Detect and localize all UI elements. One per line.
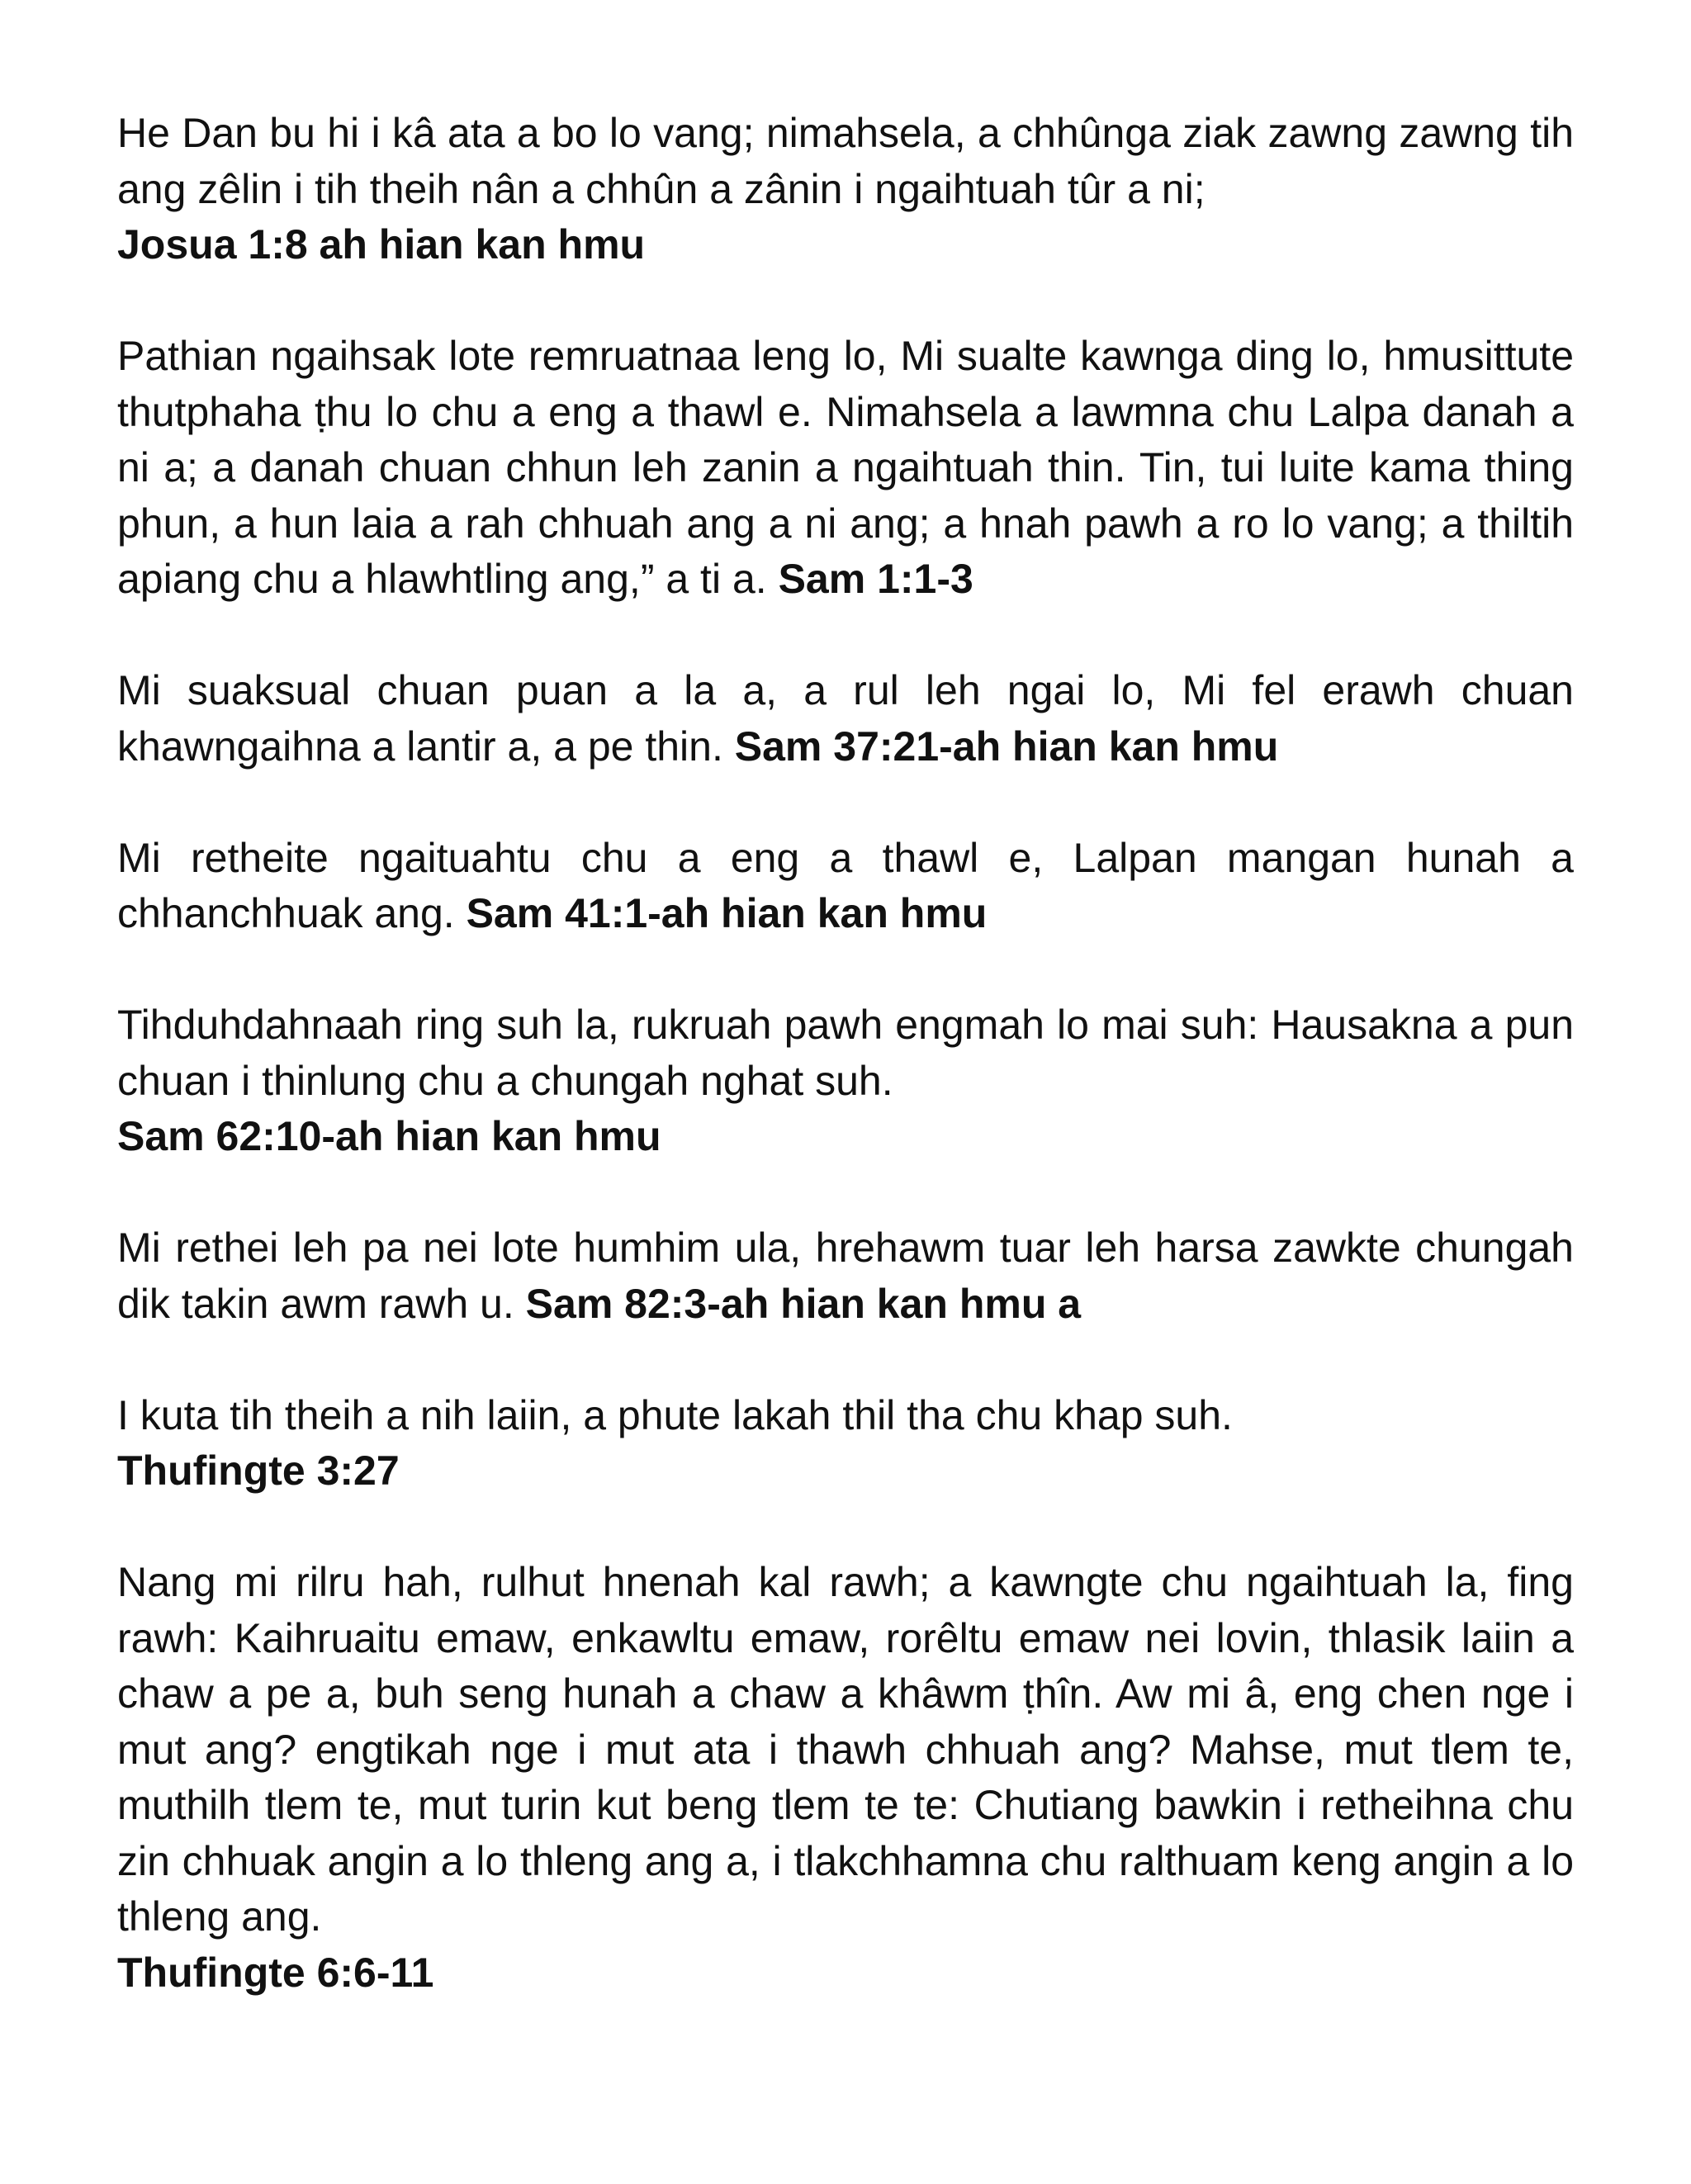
passage-thufingte-3-27 bbox=[117, 1388, 1574, 1499]
passage-sam-37-21 bbox=[117, 663, 1574, 775]
verse-text: Mi retheite ngaituahtu chu a eng a thawl e, Lalpan mangan hunah a chhanchhuak ang. bbox=[117, 834, 1574, 936]
verse-reference: Sam 1:1-3 bbox=[778, 556, 973, 602]
document-page bbox=[117, 106, 1574, 2001]
verse-reference: Josua 1:8 ah hian kan hmu bbox=[117, 221, 646, 268]
verse-reference: Sam 82:3-ah hian kan hmu a bbox=[525, 1280, 1082, 1327]
verse-text: Mi rethei leh pa nei lote humhim ula, hrehawm tuar leh harsa zawkte chungah dik takin awm rawh u. bbox=[117, 1225, 1574, 1327]
passage-sam-82-3 bbox=[117, 1220, 1574, 1332]
verse-text: He Dan bu hi i kâ ata a bo lo vang; nimahsela, a chhûnga ziak zawng zawng tih ang zêlin i tih theih nân a chhûn a zânin i ngaihtuah tûr a ni; bbox=[117, 110, 1574, 212]
verse-reference: Sam 62:10-ah hian kan hmu bbox=[117, 1113, 661, 1159]
verse-text: Mi suaksual chuan puan a la a, a rul leh ngai lo, Mi fel erawh chuan khawngaihna a lantir a, a pe thin. bbox=[117, 667, 1574, 770]
verse-text: I kuta tih theih a nih laiin, a phute lakah thil tha chu khap suh. bbox=[117, 1391, 1233, 1438]
verse-reference: Thufingte 6:6-11 bbox=[117, 1949, 434, 1996]
verse-text: Nang mi rilru hah, rulhut hnenah kal rawh; a kawngte chu ngaihtuah la, fing rawh: Kaihruaitu emaw, enkawltu emaw, rorêltu emaw nei lovin, thlasik laiin a chaw a pe a, buh seng hunah a chaw a khâwm ṭhîn. Aw mi â, eng chen nge i mut ang? engtikah nge i mut ata i thawh chhuah ang? Mahse, mut tlem te, muthilh tlem te, mut turin kut beng tlem te te: Chutiang bawkin i retheihna chu zin chhuak angin a lo thleng ang a, i tlakchhamna chu ralthuam keng angin a lo thleng ang. bbox=[117, 1559, 1574, 1940]
verse-text: Tihduhdahnaah ring suh la, rukruah pawh engmah lo mai suh: Hausakna a pun chuan i thinlung chu a chungah nghat suh. bbox=[117, 1002, 1574, 1104]
verse-reference: Sam 41:1-ah hian kan hmu bbox=[466, 890, 988, 936]
verse-reference: Thufingte 3:27 bbox=[117, 1447, 400, 1494]
verse-text: Pathian ngaihsak lote remruatnaa leng lo, Mi sualte kawnga ding lo, hmusittute thutphaha ṭhu lo chu a eng a thawl e. Nimahsela a lawmna chu Lalpa danah a ni a; a danah chuan chhun leh zanin a ngaihtuah thin. Tin, tui luite kama thing phun, a hun laia a rah chhuah ang a ni ang; a hnah pawh a ro lo vang; a thiltih apiang chu a hlawhtling ang,” a ti a. bbox=[117, 333, 1574, 602]
passage-sam-1-1-3 bbox=[117, 329, 1574, 608]
verse-reference: Sam 37:21-ah hian kan hmu bbox=[734, 722, 1279, 770]
passage-sam-41-1 bbox=[117, 831, 1574, 942]
passage-sam-62-10 bbox=[117, 997, 1574, 1165]
passage-thufingte-6-6-11 bbox=[117, 1555, 1574, 2001]
passage-josua-1-8 bbox=[117, 106, 1574, 273]
